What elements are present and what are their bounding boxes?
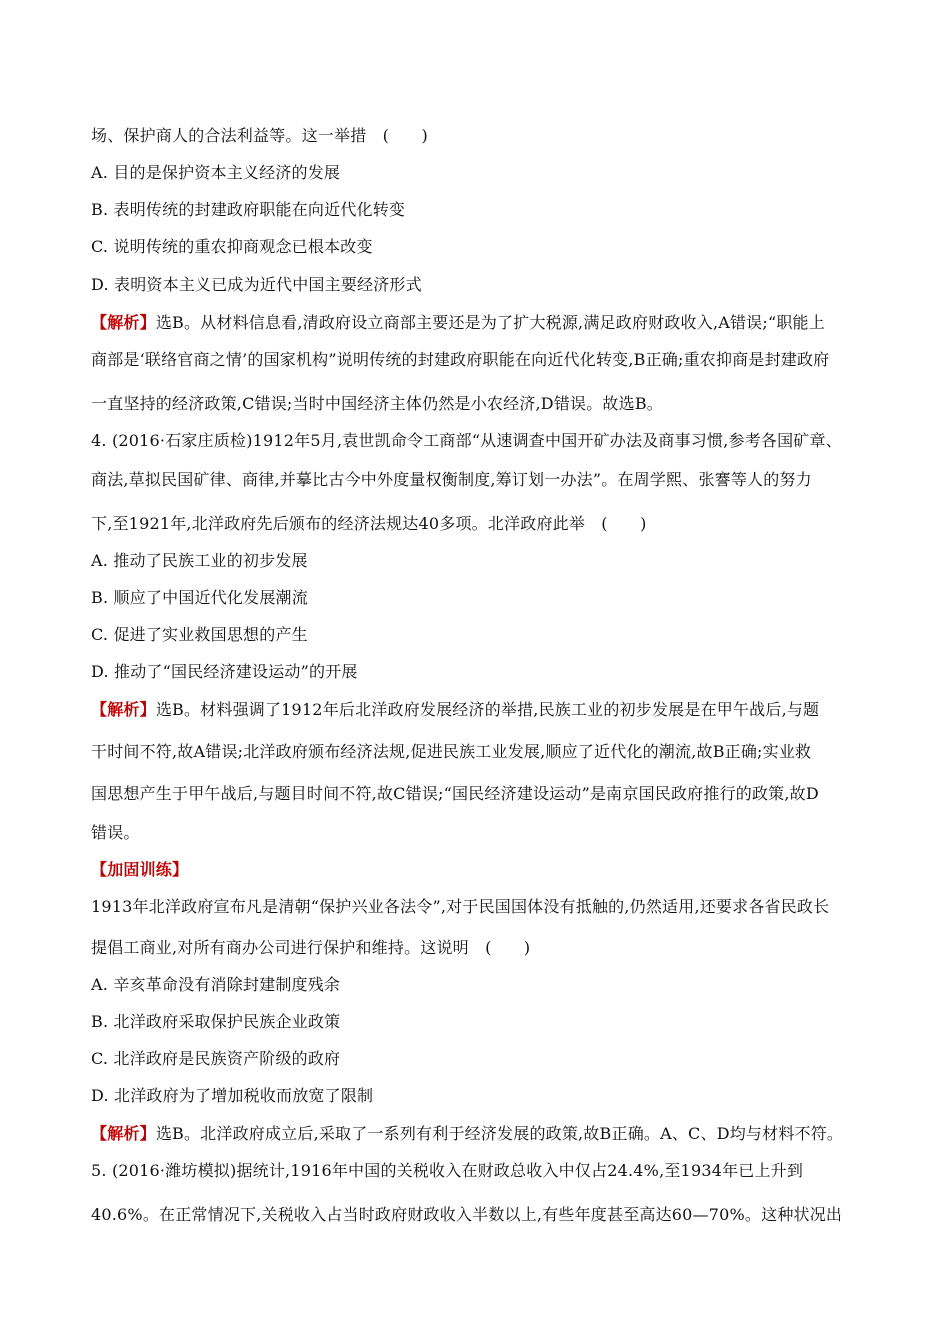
q4-analysis-line-1 <box>91 700 871 720</box>
training-option-a: A. 辛亥革命没有消除封建制度残余 <box>91 975 341 994</box>
q3-option-d: D. 表明资本主义已成为近代中国主要经济形式 <box>91 275 422 294</box>
analysis-tag: 【解析】 <box>91 700 156 719</box>
training-stem-line-2: 提倡工商业,对所有商办公司进行保护和维持。这说明 ( ) <box>91 938 531 957</box>
q4-stem-line-1: 4. (2016·石家庄质检)1912年5月,袁世凯命令工商部“从速调查中国开矿办法及商事习惯,参考各国矿章、 <box>91 431 842 450</box>
q3-analysis-line-3: 一直坚持的经济政策,C错误;当时中国经济主体仍然是小农经济,D错误。故选B。 <box>91 394 663 413</box>
q3-option-c: C. 说明传统的重农抑商观念已根本改变 <box>91 237 373 256</box>
training-heading <box>91 860 871 880</box>
q4-option-a: A. 推动了民族工业的初步发展 <box>91 551 308 570</box>
analysis-tag: 【解析】 <box>91 1124 156 1143</box>
question3-stem-continued: 场、保护商人的合法利益等。这一举措 ( ) <box>91 126 428 145</box>
training-tag: 【加固训练】 <box>91 860 189 879</box>
training-analysis-line-1 <box>91 1124 871 1144</box>
q4-analysis-line-3: 国思想产生于甲午战后,与题目时间不符,故C错误;“国民经济建设运动”是南京国民政府推行的政策,故D <box>91 784 819 803</box>
q4-analysis-line-4: 错误。 <box>91 823 140 842</box>
q3-option-b: B. 表明传统的封建政府职能在向近代化转变 <box>91 200 406 219</box>
q4-stem-line-2: 商法,草拟民国矿律、商律,并摹比古今中外度量权衡制度,筹订划一办法”。在周学熙、张謇等人的努力 <box>91 470 812 489</box>
q3-analysis-line-1 <box>91 313 871 333</box>
training-option-b: B. 北洋政府采取保护民族企业政策 <box>91 1012 341 1031</box>
q4-stem-line-3: 下,至1921年,北洋政府先后颁布的经济法规达40多项。北洋政府此举 ( ) <box>91 514 647 533</box>
training-option-d: D. 北洋政府为了增加税收而放宽了限制 <box>91 1086 374 1105</box>
q3-option-a: A. 目的是保护资本主义经济的发展 <box>91 163 341 182</box>
analysis-tag: 【解析】 <box>91 313 156 332</box>
analysis-text: 选B。材料强调了1912年后北洋政府发展经济的举措,民族工业的初步发展是在甲午战后,与题 <box>155 700 820 719</box>
analysis-text: 选B。从材料信息看,清政府设立商部主要还是为了扩大税源,满足政府财政收入,A错误;“职能上 <box>155 313 825 332</box>
q4-analysis-line-2: 干时间不符,故A错误;北洋政府颁布经济法规,促进民族工业发展,顺应了近代化的潮流,故B正确;实业救 <box>91 742 812 761</box>
q3-analysis-line-2: 商部是‘联络官商之情’的国家机构”说明传统的封建政府职能在向近代化转变,B正确;重农抑商是封建政府 <box>91 350 830 369</box>
training-stem-line-1: 1913年北洋政府宣布凡是清朝“保护兴业各法令”,对于民国国体没有抵触的,仍然适用,还要求各省民政长 <box>91 897 830 916</box>
q4-option-b: B. 顺应了中国近代化发展潮流 <box>91 588 308 607</box>
q4-option-c: C. 促进了实业救国思想的产生 <box>91 625 308 644</box>
q4-option-d: D. 推动了“国民经济建设运动”的开展 <box>91 662 358 681</box>
training-option-c: C. 北洋政府是民族资产阶级的政府 <box>91 1049 341 1068</box>
q5-stem-line-2: 40.6%。在正常情况下,关税收入占当时政府财政收入半数以上,有些年度甚至高达60—70%。这种状况出 <box>91 1205 843 1224</box>
analysis-text: 选B。北洋政府成立后,采取了一系列有利于经济发展的政策,故B正确。A、C、D均与材料不符。 <box>155 1124 844 1143</box>
q5-stem-line-1: 5. (2016·潍坊模拟)据统计,1916年中国的关税收入在财政总收入中仅占24.4%,至1934年已上升到 <box>91 1161 804 1180</box>
